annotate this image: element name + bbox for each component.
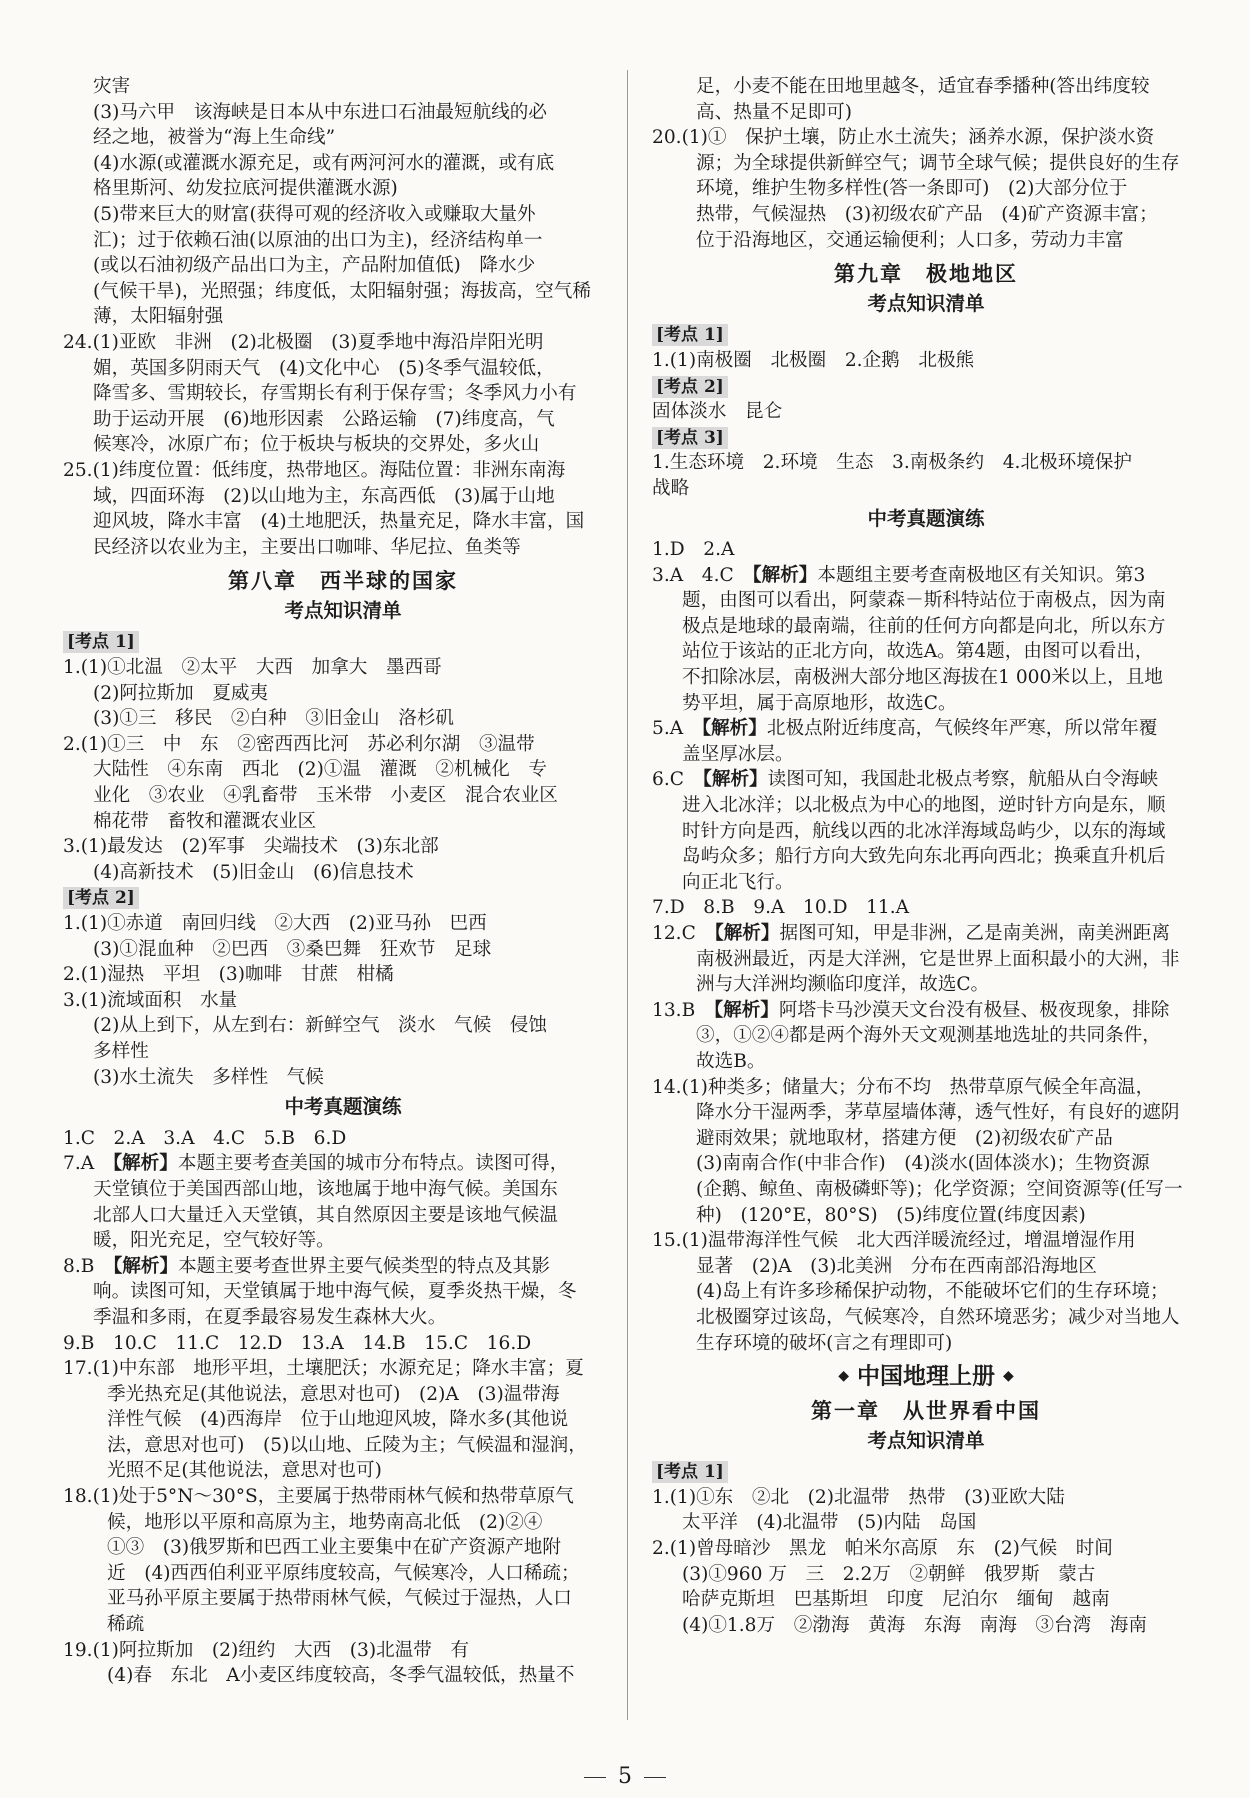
text-line: 季温和多雨，在夏季最容易发生森林大火。	[93, 1306, 447, 1328]
text-line: 24.(1)亚欧 非洲 (2)北极圈 (3)夏季地中海沿岸阳光明	[63, 331, 544, 353]
kaodian-tag: [考点 1]	[652, 324, 728, 346]
text-line: 故选B。	[696, 1050, 766, 1072]
analysis-label: 【解析】	[714, 923, 780, 944]
answer-block	[63, 911, 623, 1090]
answer-block	[652, 537, 1200, 1356]
text-line: 候寒冷，冰原广布；位于板块与板块的交界处，多火山	[93, 434, 540, 456]
text-line: (3)南南合作(中非合作) (4)淡水(固体淡水)；生物资源	[696, 1153, 1150, 1175]
answer-text: 据图可知，甲是非洲，乙是南美洲，南美洲距离	[779, 923, 1170, 944]
text-line: (3)马六甲 该海峡是日本从中东进口石油最短航线的必	[93, 101, 547, 123]
text-line: (4)高新技术 (5)旧金山 (6)信息技术	[93, 861, 414, 883]
text-line: 稀疏	[107, 1614, 145, 1636]
text-line: 业化 ③农业 ④乳畜带 玉米带 小麦区 混合农业区	[93, 785, 558, 807]
answer-text: 本题组主要考查南极地区有关知识。第3	[817, 564, 1146, 586]
text-line: 18.(1)处于5°N～30°S，主要属于热带雨林气候和热带草原气	[63, 1486, 574, 1508]
text-line: ①③ (3)俄罗斯和巴西工业主要集中在矿产资源产地附	[107, 1537, 561, 1559]
text-line: 显著 (2)A (3)北美洲 分布在西南部沿海地区	[696, 1255, 1097, 1277]
text-line: 1.(1)①北温 ②太平 大西 加拿大 墨西哥	[63, 657, 442, 679]
kaodian-tag: [考点 1]	[63, 631, 139, 653]
answer-key: 5.A	[652, 718, 702, 740]
analysis-label: 【解析】	[713, 999, 779, 1021]
text-line: 响。读图可知，天堂镇属于地中海气候，夏季炎热干燥，冬	[93, 1281, 577, 1303]
text-line: 北部人口大量迁入天堂镇，其自然原因主要是该地气候温	[93, 1204, 558, 1226]
text-line: 经之地，被誉为“海上生命线”	[93, 127, 336, 149]
text-line: 位于沿海地区，交通运输便利；人口多，劳动力丰富	[696, 229, 1124, 251]
text-line: 向正北飞行。	[682, 871, 794, 893]
text-line: (5)带来巨大的财富(获得可观的经济收入或赚取大量外	[93, 203, 536, 225]
text-line: 避雨效果；就地取材，搭建方便 (2)初级农矿产品	[696, 1127, 1113, 1149]
text-line: 1.(1)南极圈 北极圈 2.企鹅 北极熊	[652, 349, 975, 371]
answer-key: 3.A 4.C	[652, 564, 753, 586]
text-line: 2.(1)①三 中 东 ②密西西比河 苏必利尔湖 ③温带	[63, 733, 535, 755]
text-line: 岛屿众多；船行方向大致先向东北再向西北；换乘直升机后	[682, 846, 1166, 868]
answer-key: 7.A	[63, 1153, 113, 1175]
text-line: 亚马孙平原主要属于热带雨林气候，气候过于湿热，人口	[107, 1588, 572, 1610]
text-line: 25.(1)纬度位置：低纬度，热带地区。海陆位置：非洲东南海	[63, 459, 566, 481]
answer-text: 读图可知，我国赴北极点考察，航船从白令海峡	[767, 769, 1159, 791]
text-line: 1.(1)①东 ②北 (2)北温带 热带 (3)亚欧大陆	[652, 1486, 1065, 1508]
text-line: 极点是地球的最南端，往前的任何方向都是向北，所以东方	[682, 615, 1166, 637]
text-line: 1.(1)①赤道 南回归线 ②大西 (2)亚马孙 巴西	[63, 913, 487, 934]
text-line: 盖坚厚冰层。	[682, 743, 794, 765]
text-line: (3)①三 移民 ②白种 ③旧金山 洛杉矶	[93, 708, 455, 730]
dash-left	[584, 1777, 606, 1778]
analysis-label: 【解析】	[112, 1153, 178, 1175]
book-section-title-text: 中国地理上册	[857, 1363, 995, 1390]
text-line: 降水分干湿两季，茅草屋墙体薄，透气性好，有良好的遮阴	[696, 1102, 1180, 1124]
answer-block	[63, 655, 623, 885]
text-line: 太平洋 (4)北温带 (5)内陆 岛国	[682, 1512, 977, 1534]
text-line: 民经济以农业为主，主要出口咖啡、华尼拉、鱼类等	[93, 536, 521, 558]
text-line: 哈萨克斯坦 巴基斯坦 印度 尼泊尔 缅甸 越南	[682, 1589, 1110, 1611]
text-line: 迎风坡，降水丰富 (4)土地肥沃，热量充足，降水丰富，国	[93, 511, 585, 533]
text-line: (2)从上到下，从左到右：新鲜空气 淡水 气候 侵蚀	[93, 1015, 547, 1037]
answer-text: 阿塔卡马沙漠天文台没有极昼、极夜现象，排除	[778, 999, 1170, 1021]
text-line	[63, 1151, 623, 1177]
text-line: 格里斯河、幼发拉底河提供灌溉水源)	[93, 178, 398, 200]
text-line: 20.(1)① 保护土壤，防止水土流失；涵养水源，保护淡水资	[652, 127, 1155, 149]
text-line: 15.(1)温带海洋性气候 北大西洋暖流经过，增温增湿作用	[652, 1230, 1136, 1252]
text-line: 近 (4)西西伯利亚平原纬度较高，气候寒冷，人口稀疏；	[107, 1562, 580, 1584]
text-line: 7.D 8.B 9.A 10.D 11.A	[652, 897, 910, 919]
text-line: 暖，阳光充足，空气较好等。	[93, 1230, 335, 1252]
column-divider	[627, 70, 628, 1720]
section-heading: 中考真题演练	[867, 506, 985, 530]
answer-key: 8.B	[63, 1255, 113, 1277]
text-line	[652, 563, 1200, 589]
text-line: 北极圈穿过该岛，气候寒冷，自然环境恶劣；减少对当地人	[696, 1306, 1180, 1328]
text-line: 域，四面环海 (2)以山地为主，东高西低 (3)属于山地	[93, 485, 555, 507]
kaodian-tag: [考点 3]	[652, 427, 728, 449]
text-line: 题，由图可以看出，阿蒙森－斯科特站位于南极点，因为南	[682, 590, 1166, 612]
text-line: 洋性气候 (4)西海岸 位于山地迎风坡，降水多(其他说	[107, 1409, 569, 1431]
text-line: (气候干旱)，光照强；纬度低，太阳辐射强；海拔高，空气稀	[93, 280, 591, 302]
text-line: 源；为全球提供新鲜空气；调节全球气候；提供良好的生存	[696, 152, 1180, 174]
text-line: 1.D 2.A	[652, 539, 735, 561]
text-line: 2.(1)湿热 平坦 (3)咖啡 甘蔗 柑橘	[63, 964, 394, 986]
text-line: 助于运动开展 (6)地形因素 公路运输 (7)纬度高，气	[93, 408, 555, 430]
text-line: 多样性	[93, 1040, 149, 1062]
text-line: 媚，英国多阴雨天气 (4)文化中心 (5)冬季气温较低，	[93, 357, 555, 379]
answer-text: 北极点附近纬度高，气候终年严寒，所以常年覆	[766, 718, 1158, 740]
text-line: 天堂镇位于美国西部山地，该地属于地中海气候。美国东	[93, 1178, 558, 1200]
text-line: 候，地形以平原和高原为主，地势南高北低 (2)②④	[107, 1511, 543, 1533]
analysis-label: 【解析】	[752, 564, 818, 586]
text-line	[652, 998, 1200, 1024]
kaodian-tag: [考点 2]	[63, 887, 139, 909]
text-line: 高、热量不足即可)	[696, 101, 853, 123]
kaodian-tag: [考点 2]	[652, 376, 728, 398]
answer-text: 本题主要考查美国的城市分布特点。读图可得，	[177, 1153, 569, 1175]
text-line: 不扣除冰层，南极洲大部分地区海拔在1 000米以上，且地	[682, 667, 1163, 689]
text-line: (企鹅、鲸鱼、南极磷虾等)；化学资源；空间资源等(任写一	[696, 1178, 1183, 1200]
text-line: (4)水源(或灌溉水源充足，或有两河河水的灌溉，或有底	[93, 152, 555, 174]
text-line: 生存环境的破坏(言之有理即可)	[696, 1332, 953, 1354]
section-heading: 考点知识清单	[284, 598, 402, 622]
text-line: (3)①960 万 三 2.2万 ②朝鲜 俄罗斯 蒙古	[682, 1563, 1096, 1585]
text-line: 法，意思对也可) (5)以山地、丘陵为主；气候温和湿润，	[107, 1434, 587, 1456]
answer-block	[63, 1331, 623, 1689]
analysis-label: 【解析】	[701, 718, 767, 740]
text-line: ③，①②④都是两个海外天文观测基地选址的共同条件，	[696, 1025, 1161, 1047]
answer-block	[652, 74, 1200, 253]
answer-block-23-25	[63, 74, 623, 560]
analysis-label: 【解析】	[702, 769, 768, 791]
text-line: (4)春 东北 A小麦区纬度较高，冬季气温较低，热量不	[107, 1665, 575, 1687]
text-line	[652, 921, 1200, 947]
text-line: 站位于该站的正北方向，故选A。第4题，由图可以看出，	[682, 641, 1154, 663]
text-line: 棉花带 畜牧和灌溉农业区	[93, 810, 317, 832]
text-line	[63, 1254, 623, 1280]
text-line: 足，小麦不能在田地里越冬，适宜春季播种(答出纬度较	[696, 76, 1150, 97]
text-line: 季光热充足(其他说法，意思对也可) (2)A (3)温带海	[107, 1383, 560, 1405]
answer-text: 本题主要考查世界主要气候类型的特点及其影	[178, 1255, 550, 1277]
answer-key: 13.B	[652, 999, 714, 1021]
text-line: 势平坦，属于高原地形，故选C。	[682, 692, 957, 714]
text-line: 3.(1)流域面积 水量	[63, 989, 238, 1011]
page-number-text: 5	[618, 1764, 632, 1789]
text-line: 热带，气候湿热 (3)初级农矿产品 (4)矿产资源丰富；	[696, 203, 1158, 225]
text-line: 2.(1)曾母暗沙 黑龙 帕米尔高原 东 (2)气候 时间	[652, 1537, 1113, 1559]
text-line: 灾害	[93, 76, 131, 97]
text-line: 进入北冰洋；以北极点为中心的地图，逆时针方向是东，顺	[682, 795, 1166, 817]
diamond-icon: ◆	[838, 1368, 849, 1385]
diamond-icon: ◆	[1003, 1368, 1014, 1385]
text-line: (或以石油初级产品出口为主，产品附加值低) 降水少	[93, 255, 536, 277]
text-line	[652, 767, 1200, 793]
page-number	[0, 1764, 1250, 1789]
text-line: 17.(1)中东部 地形平坦，土壤肥沃；水源充足；降水丰富；夏	[63, 1358, 584, 1380]
text-line: 环境，维护生物多样性(答一条即可) (2)大部分位于	[696, 178, 1128, 200]
text-line: (4)①1.8万 ②渤海 黄海 东海 南海 ③台湾 海南	[682, 1614, 1147, 1636]
text-line: 南极洲最近，丙是大洋洲，它是世界上面积最小的大洲，非	[696, 948, 1180, 970]
analysis-label: 【解析】	[113, 1255, 179, 1277]
book-section-title	[652, 1364, 1200, 1390]
section-heading: 考点知识清单	[867, 1428, 985, 1452]
text-line: 汇)；过于依赖石油(以原油的出口为主)，经济结构单一	[93, 229, 543, 251]
chapter-heading: 第九章 极地地区	[834, 261, 1018, 287]
dash-right	[644, 1777, 666, 1778]
section-heading: 考点知识清单	[867, 291, 985, 315]
text-line: 光照不足(其他说法，意思对也可)	[107, 1460, 382, 1482]
chapter-heading: 第八章 西半球的国家	[228, 568, 458, 594]
text-line: 大陆性 ④东南 西北 (2)①温 灌溉 ②机械化 专	[93, 759, 547, 781]
text-line: (4)岛上有许多珍稀保护动物，不能破坏它们的生存环境；	[696, 1281, 1169, 1303]
text-line: 1.C 2.A 3.A 4.C 5.B 6.D	[63, 1127, 347, 1149]
text-line: 降雪多、雪期较长，存雪期长有利于保存雪；冬季风力小有	[93, 383, 577, 405]
text-line	[652, 716, 1200, 742]
text-line: 14.(1)种类多；储量大；分布不均 热带草原气候全年高温，	[652, 1076, 1155, 1098]
text-line: 3.(1)最发达 (2)军事 尖端技术 (3)东北部	[63, 836, 439, 858]
text-line: (3)水土流失 多样性 气候	[93, 1066, 324, 1088]
text-line: (2)阿拉斯加 夏威夷	[93, 682, 269, 704]
answer-key: 6.C	[652, 769, 703, 791]
text-line: 1.生态环境 2.环境 生态 3.南极条约 4.北极环境保护	[652, 452, 1133, 474]
chapter-heading: 第一章 从世界看中国	[811, 1397, 1041, 1423]
left-column	[63, 74, 623, 1689]
answer-block	[63, 1126, 623, 1331]
kaodian-tag: [考点 1]	[652, 1461, 728, 1483]
text-line: (3)①混血种 ②巴西 ③桑巴舞 狂欢节 足球	[93, 938, 492, 960]
text-line: 时针方向是西，航线以西的北冰洋海域岛屿少，以东的海域	[682, 820, 1166, 842]
text-line: 固体淡水 昆仑	[652, 401, 783, 423]
section-heading: 中考真题演练	[284, 1095, 402, 1119]
text-line: 种) (120°E，80°S) (5)纬度位置(纬度因素)	[696, 1204, 1086, 1226]
text-line: 洲与大洋洲均濒临印度洋，故选C。	[696, 974, 990, 996]
answer-key: 12.C	[652, 923, 715, 944]
text-line: 9.B 10.C 11.C 12.D 13.A 14.B 15.C 16.D	[63, 1332, 532, 1354]
text-line: 薄，太阳辐射强	[93, 306, 224, 328]
text-line: 19.(1)阿拉斯加 (2)纽约 大西 (3)北温带 有	[63, 1639, 470, 1661]
text-line: 战略	[652, 477, 690, 499]
right-column	[652, 74, 1200, 1638]
answer-block	[652, 1485, 1200, 1639]
